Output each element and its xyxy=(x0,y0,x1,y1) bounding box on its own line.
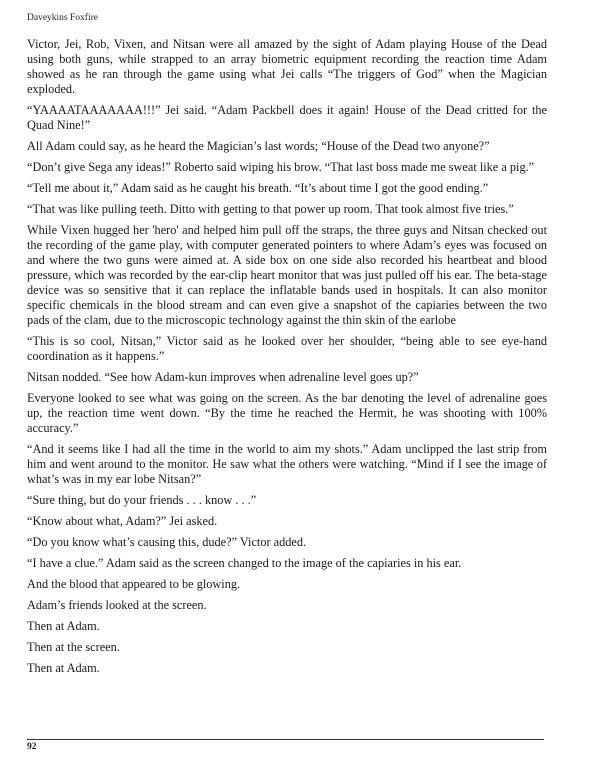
paragraph: And the blood that appeared to be glowing. xyxy=(27,577,241,591)
paragraph: “Don’t give Sega any ideas!” Roberto said wiping his brow. “That last boss made me sweat like a pig.” xyxy=(27,160,535,174)
paragraph: Then at Adam. xyxy=(27,619,100,633)
paragraph: All Adam could say, as he heard the Magician’s last words; “House of the Dead two anyone?” xyxy=(27,139,490,153)
paragraph: “And it seems like I had all the time in the world to aim my shots.” Adam unclipped the last strip from him and went around to the monitor. He saw what the others were watching. “Mind if I see the image of what’s was in my ear lobe Nitsan?” xyxy=(27,442,547,486)
paragraph: “Sure thing, but do your friends . . . know . . .” xyxy=(27,493,257,507)
paragraph: Everyone looked to see what was going on the screen. As the bar denoting the level of adrenaline goes up, the reaction time went down. “By the time he reached the Hermit, he was shooting with 100% accuracy.” xyxy=(27,391,547,435)
paragraph: “I have a clue.” Adam said as the screen changed to the image of the capiaries in his ear. xyxy=(27,556,462,570)
paragraph: “Tell me about it,” Adam said as he caught his breath. “It’s about time I got the good ending.” xyxy=(27,181,489,195)
paragraph: Then at the screen. xyxy=(27,640,120,654)
paragraph: “Do you know what’s causing this, dude?” Victor added. xyxy=(27,535,307,549)
paragraph: While Vixen hugged her 'hero' and helped him pull off the straps, the three guys and Nitsan checked out the recording of the game play, with computer generated pointers to where Adam’s eyes was focused on and where the two guns were aimed at. A side box on one side also recorded his heartbeat and blood pressure, which was recorded by the ear-clip heart monitor that was just pulled off his ear. The beta-stage device was so sensitive that it can replace the inflatable bands used in hospitals. It can also monitor specific chemicals in the blood stream and can even give a snapshot of the capiaries between the two pads of the clam, due to the microscopic technology against the thin skin of the earlobe xyxy=(27,223,547,327)
paragraph: “This is so cool, Nitsan,” Victor said as he looked over her shoulder, “being able to see eye-hand coordination as it happens.” xyxy=(27,334,547,363)
paragraph: “That was like pulling teeth. Ditto with getting to that power up room. That took almost five tries.” xyxy=(27,202,514,216)
paragraph: “YAAAATAAAAAAA!!!” Jei said. “Adam Packbell does it again! House of the Dead critted for the Quad Nine!” xyxy=(27,103,547,132)
paragraph: Adam’s friends looked at the screen. xyxy=(27,598,207,612)
paragraph: Victor, Jei, Rob, Vixen, and Nitsan were all amazed by the sight of Adam playing House of the Dead using both guns, while strapped to an array biometric equipment recording the reaction time Adam showed as he ran through the game using what Jei calls “The triggers of God” when the Magician exploded. xyxy=(27,37,547,96)
page-header-author: Daveykins Foxfire xyxy=(27,13,98,23)
paragraph: “Know about what, Adam?” Jei asked. xyxy=(27,514,218,528)
page-body xyxy=(27,37,547,682)
paragraph: Nitsan nodded. “See how Adam-kun improves when adrenaline level goes up?” xyxy=(27,370,419,384)
footer-divider xyxy=(27,739,544,740)
page-number: 92 xyxy=(27,742,37,752)
paragraph: Then at Adam. xyxy=(27,661,100,675)
